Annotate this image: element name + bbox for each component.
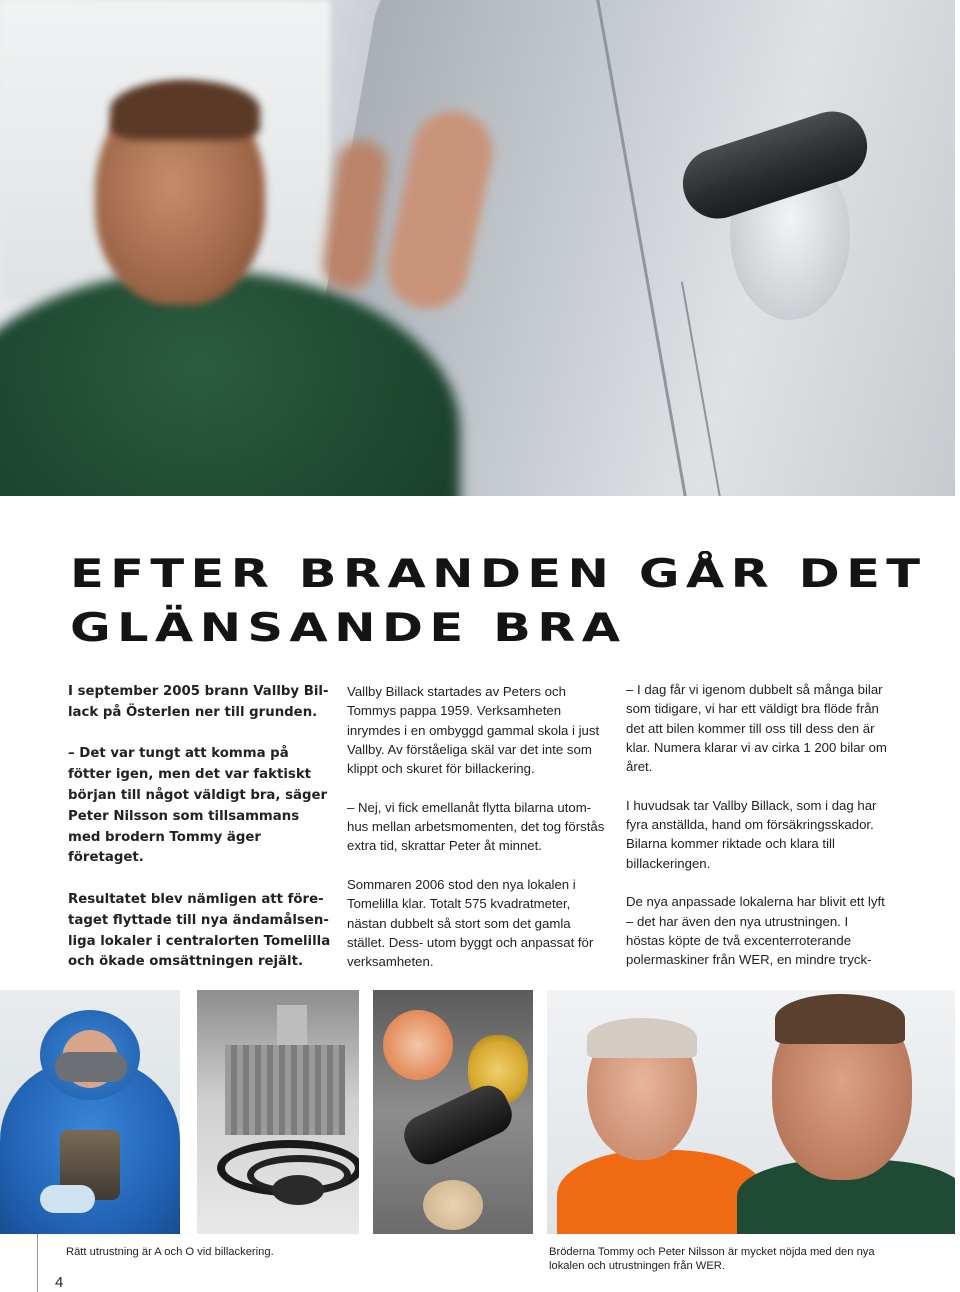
article-title [70, 548, 960, 656]
page-divider [37, 1234, 38, 1292]
photo-polishing-tools [373, 990, 533, 1234]
page-number: 4 [55, 1274, 64, 1291]
respirator-mask [55, 1052, 127, 1082]
quote-paragraph: – Det var tungt att komma på fötter igen, men det var faktiskt början till något väldigt bra, säger Peter Nilsson som tillsammans med brodern Tommy äger företaget. [68, 746, 328, 866]
photo-spray-painter [0, 990, 180, 1234]
sander-pad [272, 1175, 324, 1205]
result-paragraph: Resultatet blev nämligen att före- taget flyttade till nya ändamålsen- liga lokaler i centralorten Tomelilla och ökade omsättningen rejält. [68, 891, 331, 970]
hero-photo-car-sanding [0, 0, 955, 496]
photo-sander-hose [197, 990, 359, 1234]
intro-paragraph: I september 2005 brann Vallby Bil- lack på Österlen ner till grunden. [68, 684, 329, 720]
paragraph: De nya anpassade lokalerna har blivit ett lyft – det har även den nya utrustningen. I höstas köpte de två excenterroterande polermaskiner från WER, en mindre tryck- [626, 894, 885, 968]
title-line-1: EFTER BRANDEN GÅR DET [70, 552, 927, 597]
tape-roll [423, 1180, 483, 1230]
text-column-2 [347, 682, 609, 991]
text-column-1 [68, 682, 332, 994]
caption-left: Rätt utrustning är A och O vid billackering. [66, 1246, 274, 1258]
caption-right: Bröderna Tommy och Peter Nilsson är mycket nöjda med den nya lokalen och utrustningen från WER. [549, 1246, 875, 1272]
paragraph: I huvudsak tar Vallby Billack, som i dag har fyra anställda, hand om försäkringsskador. Bilarna kommer riktade och klara till billackeringen. [626, 797, 877, 871]
paragraph: Sommaren 2006 stod den nya lokalen i Tomelilla klar. Totalt 575 kvadratmeter, nästan dubbelt så stort som det gamla stället. Dess- utom byggt och anpassat för verksamheten. [347, 876, 594, 970]
paragraph: – Nej, vi fick emellanåt flytta bilarna utom- hus mellan arbetsmomenten, det tog förstås extra tid, skrattar Peter åt minnet. [347, 799, 605, 854]
photo-brothers-nilsson [547, 990, 955, 1234]
paragraph: Vallby Billack startades av Peters och Tommys pappa 1959. Verksamheten inrymdes i en ombyggd gammal skola i just Vallby. Av förståeliga skäl var det inte som klippt och skuret för billackering. [347, 684, 600, 777]
paragraph: – I dag får vi igenom dubbelt så många bilar som tidigare, vi har ett väldigt bra flöde från det att bilen kommer till oss till dess den är klar. Numera klarar vi av cirka 1 200 bilar om året. [626, 682, 887, 775]
title-line-2: GLÄNSANDE BRA [70, 606, 627, 651]
text-column-3 [626, 680, 888, 989]
